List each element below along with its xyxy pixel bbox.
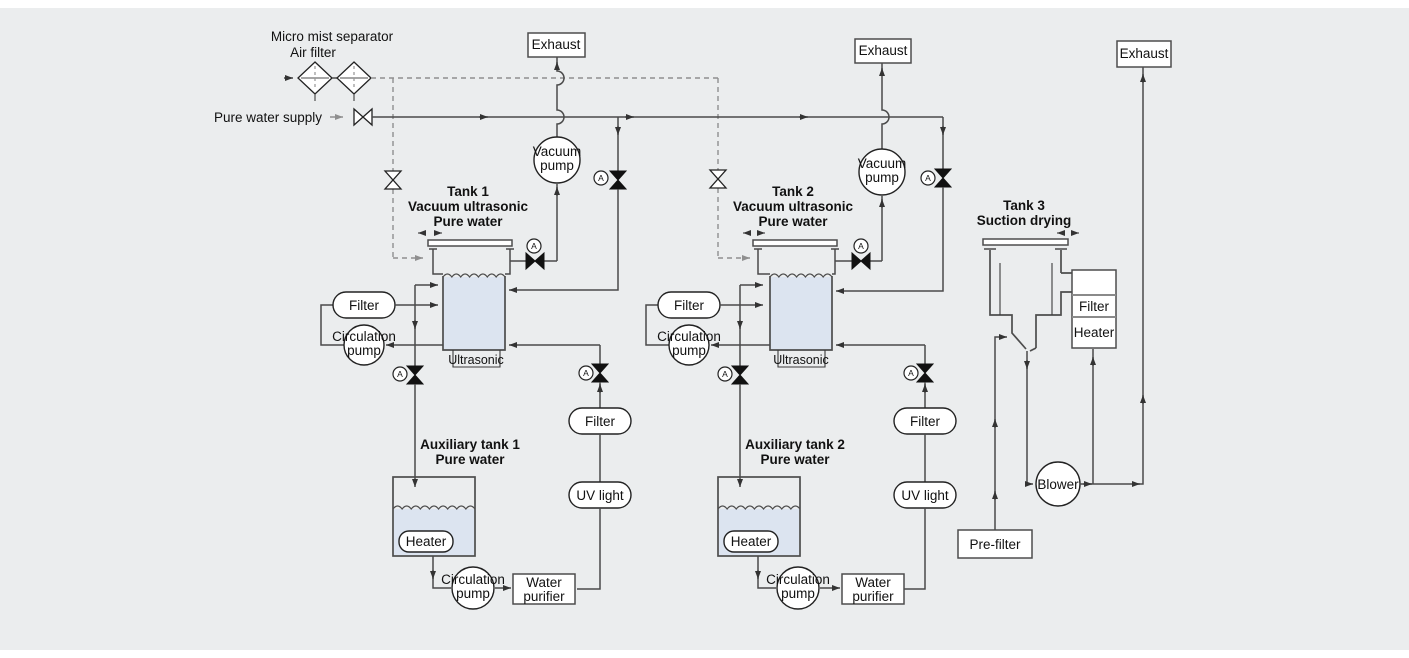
- tank1-ultrasonic-label: Ultrasonic: [448, 353, 504, 367]
- svg-text:Filter: Filter: [585, 414, 615, 429]
- svg-text:pump: pump: [865, 170, 899, 185]
- svg-text:A: A: [925, 173, 931, 183]
- svg-text:Pre-filter: Pre-filter: [969, 537, 1021, 552]
- svg-text:pump: pump: [456, 586, 490, 601]
- svg-text:Vacuum ultrasonic: Vacuum ultrasonic: [732, 199, 854, 214]
- svg-text:Water: Water: [526, 575, 562, 590]
- svg-text:UV light: UV light: [901, 488, 949, 503]
- svg-text:Suction drying: Suction drying: [976, 213, 1072, 228]
- tank2-title: Tank 2: [772, 184, 814, 199]
- vacuum-pump1-label: Vacuum: [532, 144, 582, 159]
- svg-text:Vacuum: Vacuum: [857, 156, 907, 171]
- svg-text:pump: pump: [347, 343, 381, 358]
- tank2-ultrasonic-label: Ultrasonic: [773, 353, 829, 367]
- exhaust2-label: Exhaust: [858, 43, 908, 58]
- svg-text:pump: pump: [781, 586, 815, 601]
- svg-text:Filter: Filter: [910, 414, 940, 429]
- svg-text:A: A: [858, 241, 864, 251]
- svg-text:UV light: UV light: [576, 488, 624, 503]
- svg-text:A: A: [598, 173, 604, 183]
- svg-text:Vacuum ultrasonic: Vacuum ultrasonic: [407, 199, 529, 214]
- svg-text:A: A: [583, 368, 589, 378]
- air-filter-label: Air filter: [290, 45, 336, 60]
- tank3-lid: [983, 239, 1068, 245]
- svg-text:Circulation: Circulation: [332, 329, 396, 344]
- svg-text:A: A: [397, 369, 403, 379]
- tank1-title: Tank 1: [447, 184, 489, 199]
- svg-text:A: A: [908, 368, 914, 378]
- exhaust3-label: Exhaust: [1119, 46, 1169, 61]
- svg-text:Pure water: Pure water: [433, 214, 503, 229]
- svg-text:Blower: Blower: [1037, 477, 1079, 492]
- tank3-title: Tank 3: [1003, 198, 1045, 213]
- svg-text:A: A: [531, 241, 537, 251]
- svg-text:Pure water: Pure water: [760, 452, 830, 467]
- svg-text:Circulation: Circulation: [441, 572, 505, 587]
- tank2-lid: [753, 240, 837, 246]
- svg-text:Pure water: Pure water: [435, 452, 505, 467]
- svg-text:pump: pump: [672, 343, 706, 358]
- svg-text:Heater: Heater: [405, 534, 447, 549]
- aux-tank1-title: Auxiliary tank 1: [420, 437, 520, 452]
- svg-text:Filter: Filter: [674, 298, 704, 313]
- svg-text:pump: pump: [540, 158, 574, 173]
- svg-text:purifier: purifier: [523, 589, 565, 604]
- svg-text:Pure water: Pure water: [758, 214, 828, 229]
- tank3-filter-label: Filter: [1079, 299, 1109, 314]
- tank3-heater-label: Heater: [1073, 325, 1115, 340]
- aux-tank2-title: Auxiliary tank 2: [745, 437, 845, 452]
- pure-water-supply-label: Pure water supply: [214, 110, 323, 125]
- exhaust1-label: Exhaust: [531, 37, 581, 52]
- svg-text:Heater: Heater: [730, 534, 772, 549]
- svg-text:Circulation: Circulation: [657, 329, 721, 344]
- micro-mist-separator-label: Micro mist separator: [270, 29, 394, 44]
- tank1-lid: [428, 240, 512, 246]
- svg-text:Water: Water: [855, 575, 891, 590]
- svg-text:A: A: [722, 369, 728, 379]
- svg-text:purifier: purifier: [852, 589, 894, 604]
- svg-text:Circulation: Circulation: [766, 572, 830, 587]
- svg-text:Filter: Filter: [349, 298, 379, 313]
